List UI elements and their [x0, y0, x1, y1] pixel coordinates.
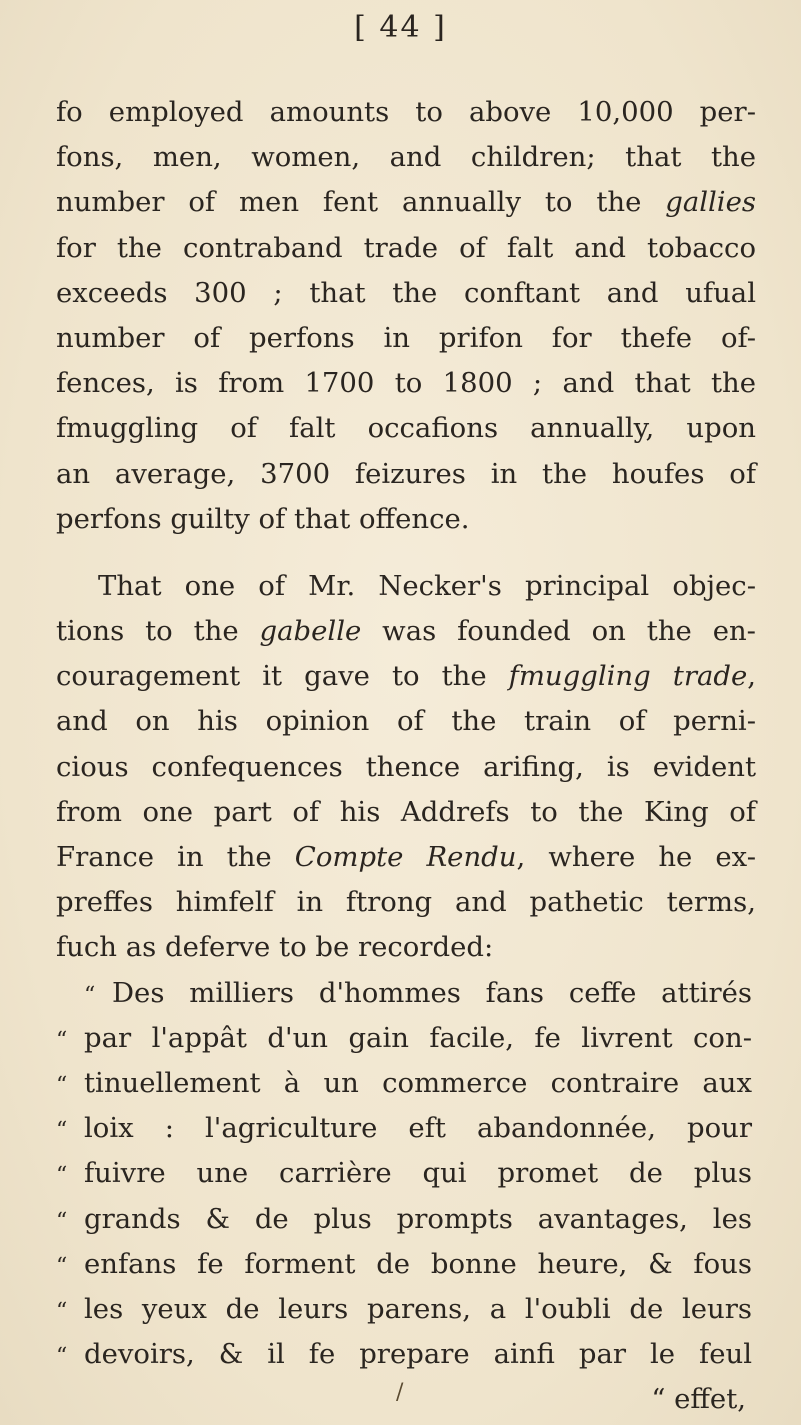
body-text: [56, 90, 756, 1422]
quote-line: “ devoirs, & il fe prepare ainfi par le feul: [56, 1332, 756, 1377]
text-line: fences, is from 1700 to 1800 ; and that the: [56, 367, 756, 400]
text-line: perfons guilty of that offence.: [56, 502, 470, 535]
catchword: “ effet,: [651, 1383, 746, 1416]
text-line: couragement it gave to the fmuggling trade,: [56, 660, 756, 693]
quote-mark: “: [56, 1344, 68, 1370]
italic-term: fmuggling trade: [508, 660, 748, 693]
quote-line: “ Des milliers d'hommes fans ceffe attirés: [56, 971, 756, 1016]
text-line: France in the Compte Rendu, where he ex-: [56, 841, 756, 873]
italic-term: gallies: [665, 186, 756, 219]
text-line: fuch as deferve to be recorded:: [56, 931, 494, 964]
quote-line: “ tinuellement à un commerce contraire aux: [56, 1061, 756, 1106]
paragraph-gap: [56, 542, 756, 564]
quote-line: “ par l'appât d'un gain facile, fe livrent con-: [56, 1016, 756, 1061]
paragraph-1: [56, 90, 756, 542]
quote-line: “ fuivre une carrière qui promet de plus: [56, 1151, 756, 1196]
text-line: number of perfons in prifon for thefe of-: [56, 321, 756, 354]
quote-line: “ loix : l'agriculture eft abandonnée, pour: [56, 1106, 756, 1151]
text-line: from one part of his Addrefs to the King of: [56, 795, 756, 828]
quote-line: “ les yeux de leurs parens, a l'oubli de leurs: [56, 1287, 756, 1332]
text-line: That one of Mr. Necker's principal objec-: [98, 569, 756, 602]
quote-mark: “: [84, 982, 96, 1008]
text-line: fmuggling of falt occafions annually, upon: [56, 412, 756, 445]
text-line: fo employed amounts to above 10,000 per-: [56, 96, 756, 128]
quote-line: “ enfans fe forment de bonne heure, & fous: [56, 1242, 756, 1287]
italic-term: Compte Rendu: [294, 841, 517, 873]
text-line: and on his opinion of the train of perni-: [56, 705, 756, 738]
quote-mark: “: [56, 1208, 68, 1234]
quote-mark: “: [56, 1072, 68, 1098]
french-quotation: [56, 971, 756, 1423]
text-line: fons, men, women, and children; that the: [56, 141, 756, 174]
text-line: preffes himfelf in ftrong and pathetic terms,: [56, 886, 756, 919]
stray-ink-mark: /: [396, 1380, 404, 1405]
text-line: number of men fent annually to the gallies: [56, 186, 756, 219]
quote-mark: “: [56, 1027, 68, 1053]
text-line: tions to the gabelle was founded on the en-: [56, 615, 756, 648]
text-line: cious confequences thence arifing, is evident: [56, 750, 756, 783]
quote-mark: “: [56, 1298, 68, 1324]
page-number: [ 44 ]: [354, 10, 447, 45]
quote-mark: “: [56, 1118, 68, 1144]
text-line: an average, 3700 feizures in the houfes of: [56, 457, 756, 490]
quote-line: “ grands & de plus prompts avantages, les: [56, 1197, 756, 1242]
quote-mark: “: [56, 1163, 68, 1189]
text-line: exceeds 300 ; that the conftant and ufual: [56, 276, 756, 309]
text-line: for the contraband trade of falt and tobacco: [56, 231, 756, 264]
quote-mark: “: [56, 1253, 68, 1279]
paragraph-2: [56, 564, 756, 971]
italic-term: gabelle: [259, 615, 362, 648]
